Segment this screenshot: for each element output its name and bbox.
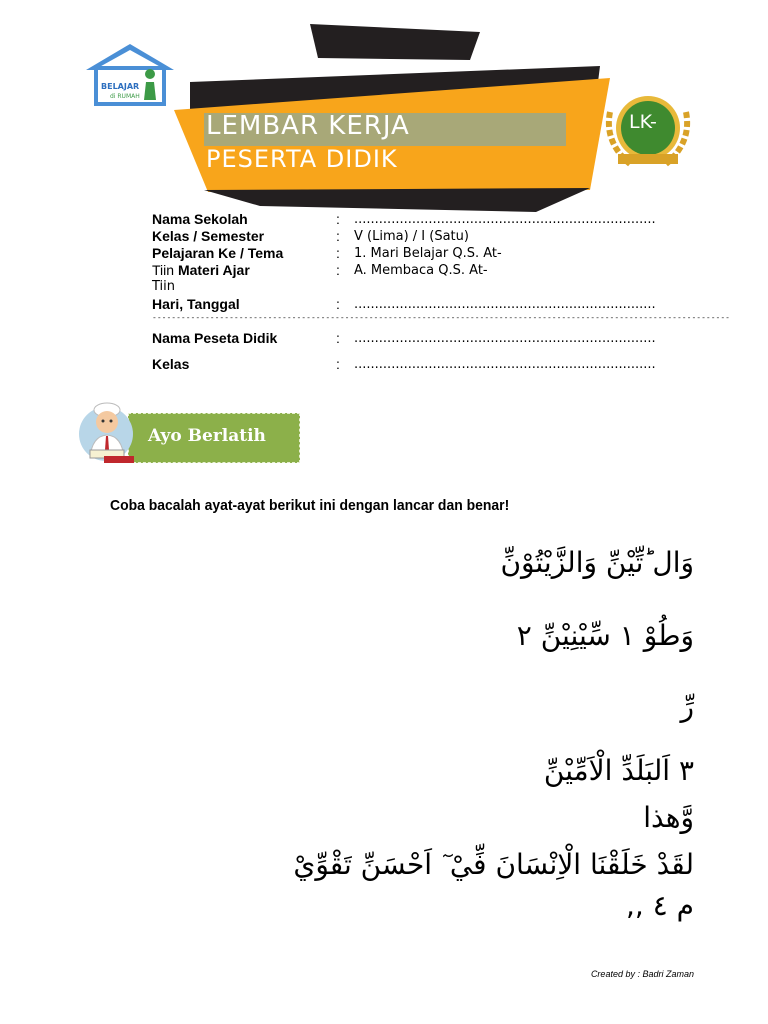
colon: : [336,356,340,372]
label-nama-sekolah: Nama Sekolah [152,211,248,227]
belajar-di-rumah-logo [80,40,180,108]
badge-label: LK- [629,111,657,133]
arabic-verse-line4: ٣ اَلبَلَدِّ الْاَمِّيْنِّ [543,754,694,787]
value-hari-tanggal: ......................................................................... [354,297,656,312]
svg-text:di RUMAH: di RUMAH [110,93,140,100]
materi-prefix: Tiin [152,262,178,278]
dashed-divider: ------------------------------------------------------------------------------------------------------------------------ [152,313,730,322]
label-nama-peserta: Nama Peseta Didik [152,330,278,346]
label-kelas-semester: Kelas / Semester [152,228,265,244]
colon: : [336,211,340,227]
label-materi-ajar [152,262,250,278]
colon: : [336,296,340,312]
tiin-continuation: Tiin [152,279,176,294]
label-pelajaran: Pelajaran Ke / Tema [152,245,284,261]
colon: : [336,262,340,278]
value-nama-sekolah: ......................................................................... [354,212,656,227]
value-nama-peserta: ......................................................................... [354,331,656,346]
label-hari-tanggal: Hari, Tanggal [152,296,240,312]
materi-label: Materi Ajar [177,262,250,278]
value-materi-ajar: A. Membaca Q.S. At- [354,263,488,278]
colon: : [336,330,340,346]
worksheet-title-line2: PESERTA DIDIK [206,145,398,173]
arabic-verse-line1: وَال ؕتِّيْنِّ وَالزَّيْتُوْنِّ [500,546,694,579]
value-kelas-semester: V (Lima) / I (Satu) [354,229,469,244]
arabic-verse-line6: لقَدْ خَلَقْنَا الْاِنْسَانَ فِّيْ ٓ اَحْسَنِّ تَقْوِّيْ [293,848,694,881]
arabic-verse-line5: وَّهذا [643,801,694,834]
credit-text: Created by : Badri Zaman [590,969,694,979]
section-title: Ayo Berlatih [148,426,266,446]
label-kelas: Kelas [152,356,190,372]
svg-text:BELAJAR: BELAJAR [101,82,140,91]
worksheet-title-line1: LEMBAR KERJA [206,111,410,141]
value-pelajaran: 1. Mari Belajar Q.S. At- [354,246,502,261]
value-kelas: ......................................................................... [354,357,656,372]
colon: : [336,245,340,261]
arabic-verse-line3: رِّ [680,690,694,723]
arabic-verse-line2: وَطُوْ ١ سِّيْنِيْنِّ ٢ [516,619,694,652]
colon: : [336,228,340,244]
instruction-text: Coba bacalah ayat-ayat berikut ini dengan lancar dan benar! [110,497,510,514]
arabic-verse-line7: م ٤ ,, [626,889,694,922]
student-reading-icon [76,400,138,466]
